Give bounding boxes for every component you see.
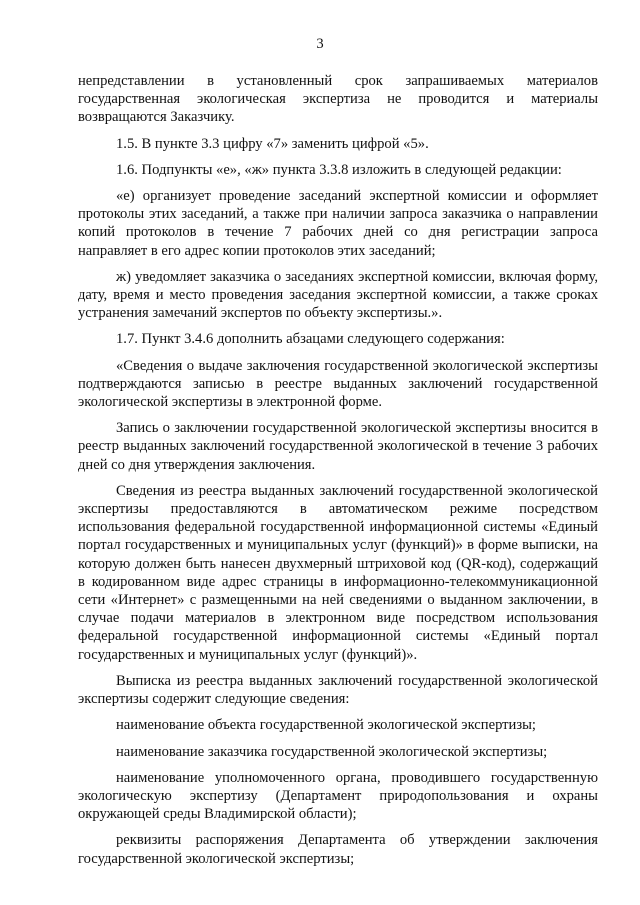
list-item-object-name: наименование объекта государственной экологической экспертизы;	[116, 717, 536, 734]
paragraph-extract-contents: Выписка из реестра выданных заключений государственной экологической экспертизы содержит следующие сведения:	[78, 672, 598, 708]
paragraph-subitem-e: «е) организует проведение заседаний экспертной комиссии и оформляет протоколы этих заседаний, а также при наличии запроса заказчика о направлении копий протоколов в течение 7 рабочих дней со дня регистрации запроса направляет в его адрес копии протоколов этих заседаний;	[78, 188, 598, 259]
paragraph-1-7: 1.7. Пункт 3.4.6 дополнить абзацами следующего содержания:	[116, 331, 505, 348]
list-item-authority-name: наименование уполномоченного органа, проводившего государственную экологическую экспертизу (Департамент природопользования и охраны окружающей среды Владимирской области);	[78, 769, 598, 823]
paragraph-registry-info: Сведения из реестра выданных заключений государственной экологической экспертизы предоставляются в автоматическом режиме посредством использования федеральной государственной информационной системы «Единый портал государственных и муниципальных услуг (функций)» в форме выписки, на которую должен быть нанесен двухмерный штриховой код (QR-код), содержащий в кодированном виде адрес страницы в информационно-телекоммуникационной сети «Интернет» с размещенными на ней сведениями о выданном заключении, в случае подачи материалов в электронном виде посредством использования федеральной государственной информационной системы «Единый портал государственных и муниципальных услуг (функций)».	[78, 482, 598, 663]
paragraph-info-issuance: «Сведения о выдаче заключения государственной экологической экспертизы подтверждаются записью в реестре выданных заключений государственной экологической экспертизы в электронной форме.	[78, 357, 598, 411]
paragraph-record-entry: Запись о заключении государственной экологической экспертизы вносится в реестр выданных заключений государственной экологической в течение 3 рабочих дней со дня утверждения заключения.	[78, 420, 598, 473]
list-item-customer-name: наименование заказчика государственной экологической экспертизы;	[116, 743, 548, 760]
list-item-order-details: реквизиты распоряжения Департамента об утверждении заключения государственной экологической экспертизы;	[78, 832, 598, 867]
document-body	[78, 72, 598, 876]
paragraph-1-6: 1.6. Подпункты «е», «ж» пункта 3.3.8 изложить в следующей редакции:	[116, 161, 562, 178]
paragraph-1-5: 1.5. В пункте 3.3 цифру «7» заменить цифрой «5».	[116, 135, 429, 152]
paragraph-subitem-zh: ж) уведомляет заказчика о заседаниях экспертной комиссии, включая форму, дату, время и место проведения заседания экспертной комиссии, а также сроках устранения замечаний экспертов по объекту экспертизы.».	[78, 268, 598, 322]
page-number: 3	[316, 36, 324, 52]
paragraph-continuation: непредставлении в установленный срок запрашиваемых материалов государственная экологическая экспертиза не проводится и материалы возвращаются Заказчику.	[78, 73, 598, 126]
